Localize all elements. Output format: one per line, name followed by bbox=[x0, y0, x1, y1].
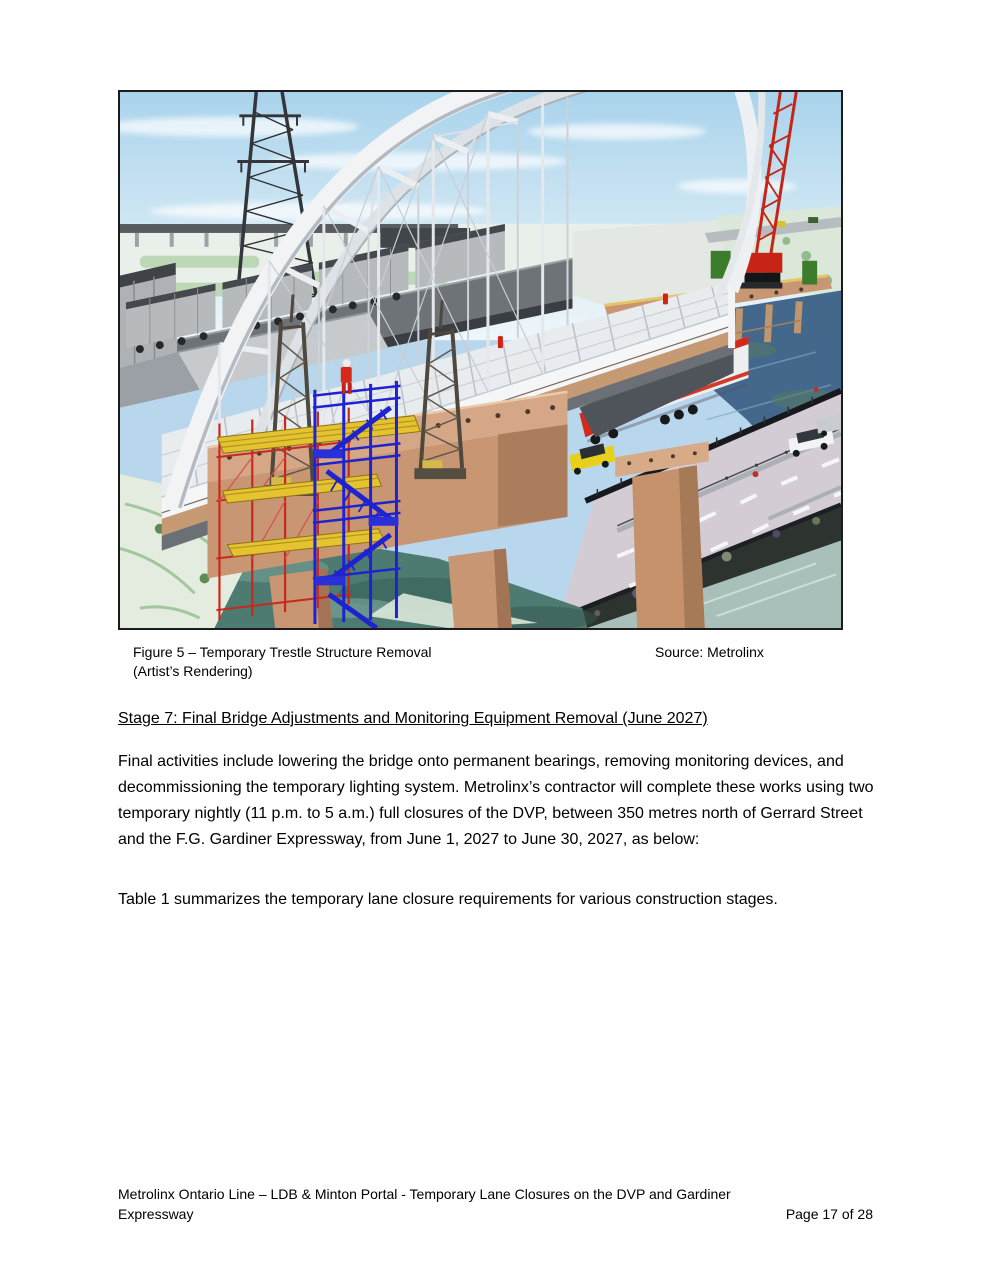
taxi bbox=[570, 443, 616, 474]
page-footer bbox=[118, 1184, 873, 1224]
figure-caption-line1: Figure 5 – Temporary Trestle Structure Removal bbox=[133, 644, 432, 660]
figure-caption bbox=[133, 643, 593, 681]
footer-title-line2: Expressway bbox=[118, 1206, 194, 1222]
figure-source: Source: Metrolinx bbox=[655, 644, 764, 660]
river-marker bbox=[752, 471, 758, 477]
figure-image bbox=[118, 90, 843, 630]
body-paragraph-2: Table 1 summarizes the temporary lane closure requirements for various construction stages. bbox=[118, 891, 778, 908]
page-number: Page 17 of 28 bbox=[785, 1206, 873, 1222]
body-paragraph-1: Final activities include lowering the bridge onto permanent bearings, removing monitoring devices, and decommissioning the temporary lighting system. Metrolinx’s contractor will complete these works using two temporary nightly (11 p.m. to 5 a.m.) full closures of the DVP, between 350 metres north of Gerrard Street and the F.G. Gardiner Expressway, from June 1, 2027 to June 30, 2027, as below: bbox=[118, 753, 874, 848]
green-container bbox=[802, 261, 817, 285]
bridge-rendering bbox=[120, 92, 841, 628]
footer-title-line1: Metrolinx Ontario Line – LDB & Minton Portal - Temporary Lane Closures on the DVP and Gardiner bbox=[118, 1186, 731, 1202]
river-marker bbox=[814, 387, 819, 392]
section-heading: Stage 7: Final Bridge Adjustments and Monitoring Equipment Removal (June 2027) bbox=[118, 710, 708, 727]
figure-caption-line2: (Artist’s Rendering) bbox=[133, 663, 253, 679]
